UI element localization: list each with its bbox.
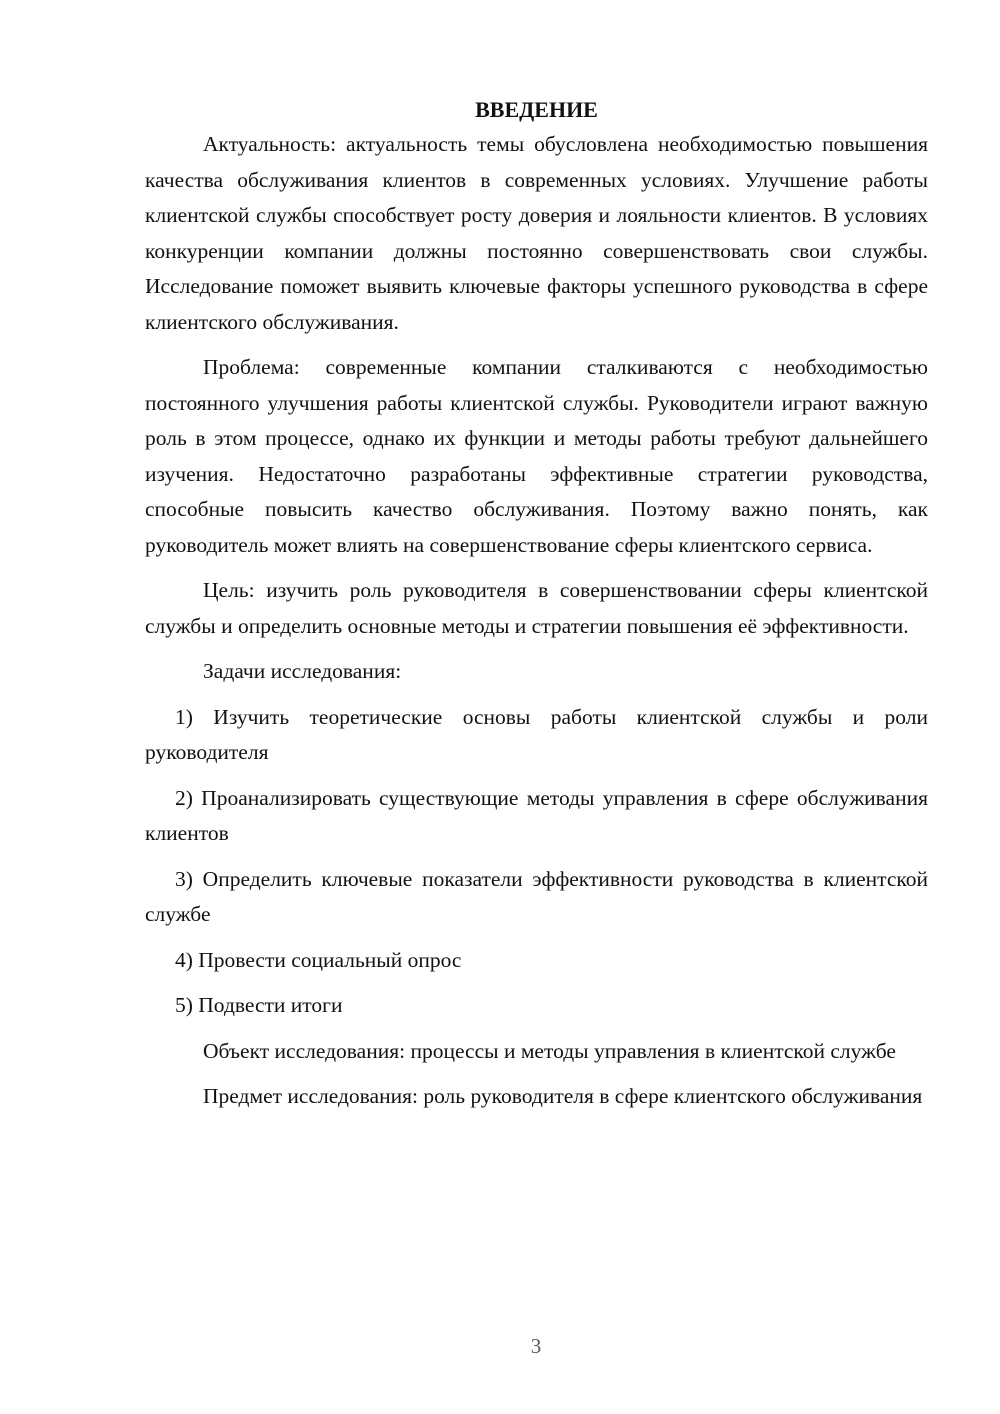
task-item-4: 4) Провести социальный опрос (175, 947, 462, 972)
task-item-5: 5) Подвести итоги (175, 993, 343, 1017)
page-number: 3 (530, 1334, 542, 1358)
page-title: ВВЕДЕНИЕ (475, 97, 598, 122)
task-item-2: 2) Проанализировать существующие методы управления в сфере обслуживания клиентов (145, 785, 928, 845)
tasks-heading: Задачи исследования: (203, 659, 402, 683)
problem-paragraph: Проблема: современные компании сталкиваются с необходимостью постоянного улучшения работы клиентской службы. Руководители играют важную роль в этом процессе, однако их функции и методы работы требуют дальнейшего изучения. Недостаточно разработаны эффективные стратегии руководства, способные повысить качество обслуживания. Поэтому важно понять, как руководитель может влиять на совершенствование сферы клиентского сервиса. (145, 355, 928, 557)
task-item-1: 1) Изучить теоретические основы работы клиентской службы и роли руководителя (145, 704, 928, 764)
task-item-3: 3) Определить ключевые показатели эффективности руководства в клиентской службе (145, 866, 928, 926)
subject-paragraph: Предмет исследования: роль руководителя в сфере клиентского обслуживания (203, 1084, 923, 1108)
object-paragraph: Объект исследования: процессы и методы управления в клиентской службе (203, 1038, 896, 1063)
goal-paragraph: Цель: изучить роль руководителя в совершенствовании сферы клиентской службы и определить основные методы и стратегии повышения её эффективности. (145, 578, 928, 638)
document-page (145, 92, 928, 1125)
relevance-paragraph: Актуальность: актуальность темы обусловлена необходимостью повышения качества обслуживания клиентов в современных условиях. Улучшение работы клиентской службы способствует росту доверия и лояльности клиентов. В условиях конкуренции компании должны постоянно совершенствовать свои службы. Исследование поможет выявить ключевые факторы успешного руководства в сфере клиентского обслуживания. (145, 132, 928, 334)
